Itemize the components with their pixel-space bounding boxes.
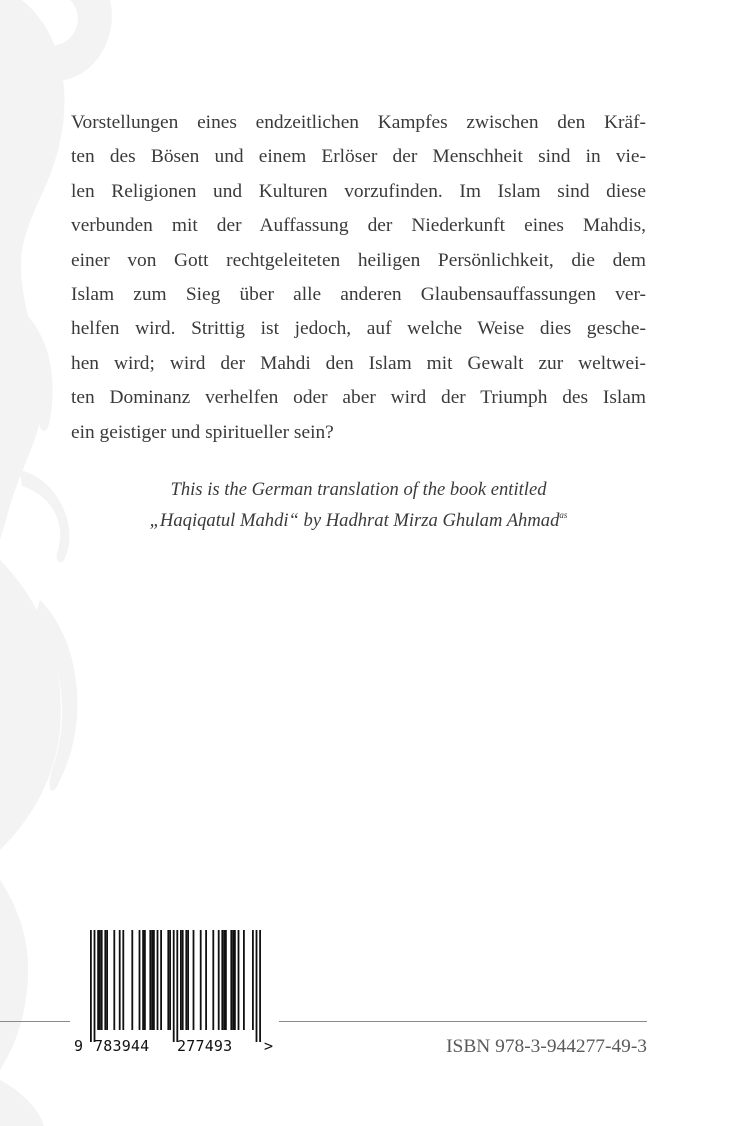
barcode-bar [252,930,254,1030]
description-line: ein geistiger und spiritueller sein? [71,421,334,443]
barcode-bar [106,930,108,1030]
barcode-bar [243,930,245,1030]
divider-right [279,1021,647,1022]
barcode-left-group: 783944 [94,1037,150,1055]
barcode-bar [176,930,178,1042]
translation-note-line-1: This is the German translation of the book entitled [170,479,547,500]
description-line: ten Dominanz verhelfen oder aber wird der Triumph des Islam [71,387,646,409]
barcode-right-group: 277493 [177,1037,233,1055]
barcode-quiet-zone-marker: > [264,1037,274,1055]
description-line: ten des Bösen und einem Erlöser der Menschheit sind in vie- [71,146,646,168]
barcode-bar [160,930,162,1030]
barcode-bar [157,930,159,1030]
description-line: helfen wird. Strittig ist jedoch, auf welche Weise dies gesche- [71,318,646,340]
barcode-bar [221,930,223,1030]
description-line: hen wird; wird der Mahdi den Islam mit Gewalt zur weltwei- [71,352,646,374]
description-line: Islam zum Sieg über alle anderen Glaubensauffassungen ver- [71,284,646,306]
barcode-bar [97,930,99,1030]
barcode-bars [90,930,268,1042]
barcode-bar [185,930,187,1030]
barcode-bar [131,930,133,1030]
description-line: len Religionen und Kulturen vorzufinden. Im Islam sind diese [71,180,646,202]
translation-note [71,474,646,536]
barcode-bar [193,930,195,1030]
barcode-bar [169,930,171,1030]
barcode-bar [142,930,144,1030]
barcode-bar [144,930,146,1030]
barcode-bar [122,930,124,1030]
barcode-bar [167,930,169,1030]
barcode-first-digit: 9 [74,1037,84,1055]
barcode-bar [212,930,214,1030]
description-line: verbunden mit der Auffassung der Niederkunft eines Mahdis, [71,215,646,237]
description-line: Vorstellungen eines endzeitlichen Kampfes zwischen den Kräf- [71,112,646,133]
barcode-bar [223,930,225,1030]
description-line: einer von Gott rechtgeleiteten heiligen Persönlichkeit, die dem [71,249,646,271]
barcode-bar [99,930,101,1030]
translation-note-title: „Haqiqatul Mahdi“ by Hadhrat Mirza Ghulam Ahmad [149,510,560,531]
barcode-bar [182,930,184,1030]
barcode-bar [225,930,227,1030]
barcode-bar [238,930,240,1030]
translation-note-line-2 [71,505,646,536]
divider-left [0,1021,70,1022]
barcode-bar [149,930,151,1030]
barcode-bar [113,930,115,1030]
barcode-bar [218,930,220,1030]
barcode-bar [259,930,261,1042]
barcode-bar [187,930,189,1030]
isbn-number: ISBN 978-3-944277-49-3 [446,1036,647,1057]
barcode-bar [173,930,175,1042]
barcode-bar [256,930,258,1042]
barcode-bar [153,930,155,1030]
barcode-bar [205,930,207,1030]
barcode-bar [200,930,202,1030]
barcode-bar [119,930,121,1030]
honorific-superscript: as [559,510,568,520]
barcode-bar [180,930,182,1030]
barcode-bar [230,930,232,1030]
barcode-bar [104,930,106,1030]
barcode-bar [232,930,234,1030]
barcode-bar [234,930,236,1030]
barcode-bar [151,930,153,1030]
ean-barcode [74,922,278,1064]
barcode-bar [90,930,92,1042]
book-description [71,106,646,450]
barcode-bar [139,930,141,1030]
barcode-bar [94,930,96,1042]
barcode-bar [101,930,103,1030]
